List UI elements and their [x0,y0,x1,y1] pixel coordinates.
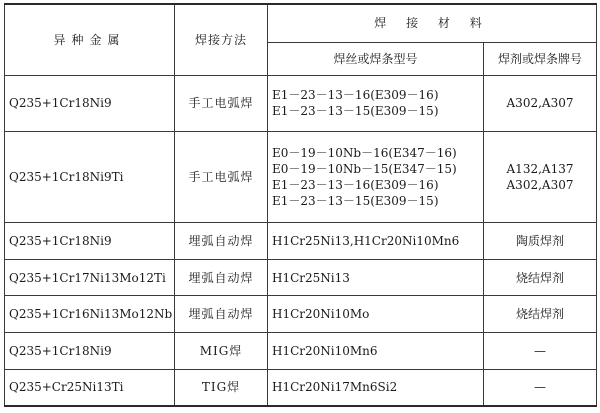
table-row [5,131,597,223]
wire-model-line: E1－23－13－16(E309－16) [272,177,439,192]
flux-brand-line: A302,A307 [506,177,574,192]
table-row [5,75,597,131]
cell-welding-method: 埋弧自动焊 [175,259,268,296]
wire-model-line: H1Cr25Ni13,H1Cr20Ni10Mn6 [272,233,460,248]
flux-brand-line: 烧结焊剂 [516,270,565,285]
welding-materials-table [4,3,597,407]
cell-wire-model [268,333,484,370]
wire-model-line: E0－19－10Nb－16(E347－16) [272,145,457,160]
cell-flux-brand [484,131,597,223]
cell-base-metal: Q235+1Cr18Ni9 [5,333,175,370]
cell-flux-brand [484,259,597,296]
table-row [5,296,597,333]
table-row [5,333,597,370]
cell-wire-model [268,75,484,131]
wire-model-line: H1Cr20Ni10Mo [272,307,370,322]
table-row [5,259,597,296]
cell-base-metal: Q235+1Cr17Ni13Mo12Ti [5,259,175,296]
cell-flux-brand [484,223,597,260]
cell-wire-model [268,296,484,333]
wire-model-line: H1Cr25Ni13 [272,270,350,285]
cell-welding-method: 埋弧自动焊 [175,296,268,333]
header-welding-method: 焊接方法 [175,4,268,75]
table-row [5,223,597,260]
cell-base-metal: Q235+1Cr18Ni9 [5,75,175,131]
cell-welding-method: 手工电弧焊 [175,75,268,131]
cell-base-metal: Q235+1Cr16Ni13Mo12Nb [5,296,175,333]
cell-wire-model [268,369,484,406]
wire-model-line: E1－23－13－15(E309－15) [272,193,439,208]
flux-brand-line: — [534,343,546,358]
cell-flux-brand [484,296,597,333]
cell-base-metal: Q235+Cr25Ni13Ti [5,369,175,406]
table-row [5,369,597,406]
flux-brand-line: 陶质焊剂 [516,233,565,248]
header-wire-model: 焊丝或焊条型号 [268,42,484,75]
wire-model-line: H1Cr20Ni10Mn6 [272,343,378,358]
cell-welding-method: MIG焊 [175,333,268,370]
cell-welding-method: 埋弧自动焊 [175,223,268,260]
cell-welding-method: 手工电弧焊 [175,131,268,223]
header-flux-brand: 焊剂或焊条牌号 [484,42,597,75]
wire-model-line: E1－23－13－15(E309－15) [272,104,439,118]
wire-model-line: E0－19－10Nb－15(E347－15) [272,161,457,176]
flux-brand-line: A302,A307 [506,96,574,110]
cell-wire-model [268,223,484,260]
cell-flux-brand [484,75,597,131]
cell-base-metal: Q235+1Cr18Ni9 [5,223,175,260]
wire-model-line: E1－23－13－16(E309－16) [272,88,439,102]
cell-flux-brand [484,333,597,370]
cell-wire-model [268,259,484,296]
cell-welding-method: TIG焊 [175,369,268,406]
table-body [5,75,597,406]
cell-base-metal: Q235+1Cr18Ni9Ti [5,131,175,223]
wire-model-line: H1Cr20Ni17Mn6Si2 [272,380,398,395]
header-welding-materials: 焊 接 材 料 [268,4,597,42]
flux-brand-line: — [534,380,546,395]
flux-brand-line: 烧结焊剂 [516,307,565,322]
cell-wire-model [268,131,484,223]
cell-flux-brand [484,369,597,406]
header-base-metal: 异种金属 [5,4,175,75]
flux-brand-line: A132,A137 [506,161,574,176]
